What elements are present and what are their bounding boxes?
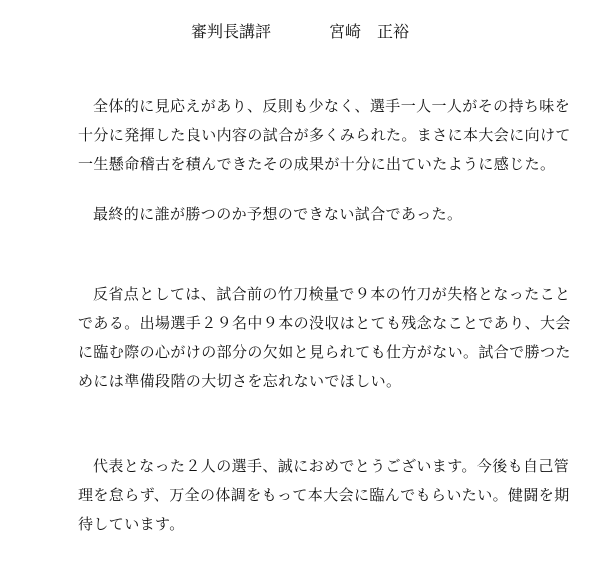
paragraph-line: に臨む際の心がけの部分の欠如と見られても仕方がない。試合で勝つた — [78, 343, 571, 361]
paragraph-line: 代表となった２人の選手、誠におめでとうございます。今後も自己管 — [93, 457, 570, 475]
author-family-name: 宮崎 — [328, 22, 361, 41]
paragraph-line: 十分に発揮した良い内容の試合が多くみられた。まさに本大会に向けて — [78, 126, 571, 144]
paragraph-line: めには準備段階の大切さを忘れないでほしい。 — [78, 372, 402, 390]
author-given-name: 正裕 — [377, 22, 410, 41]
paragraph-line: 待しています。 — [78, 515, 185, 533]
paragraph-line: 理を怠らず、万全の体調をもって本大会に臨んでもらいたい。健闘を期 — [78, 486, 570, 504]
document-title: 審判長講評 — [190, 22, 271, 41]
paragraph-line: 反省点としては、試合前の竹刀検量で９本の竹刀が失格となったこと — [93, 285, 571, 303]
paragraph-line: 最終的に誰が勝つのか予想のできない試合であった。 — [93, 205, 463, 223]
paragraph-conclusion — [78, 200, 528, 229]
paragraph-overall-impression — [78, 92, 571, 179]
paragraph-line: 一生懸命稽古を積んできたその成果が十分に出ていたように感じた。 — [78, 155, 556, 173]
paragraph-line: である。出場選手２９名中９本の没収はとても残念なことであり、大会 — [78, 314, 571, 332]
paragraph-reflection — [78, 280, 571, 396]
paragraph-congratulations — [78, 452, 570, 539]
document-heading — [0, 20, 600, 44]
paragraph-line: 全体的に見応えがあり、反則も少なく、選手一人一人がその持ち味を — [93, 97, 571, 115]
